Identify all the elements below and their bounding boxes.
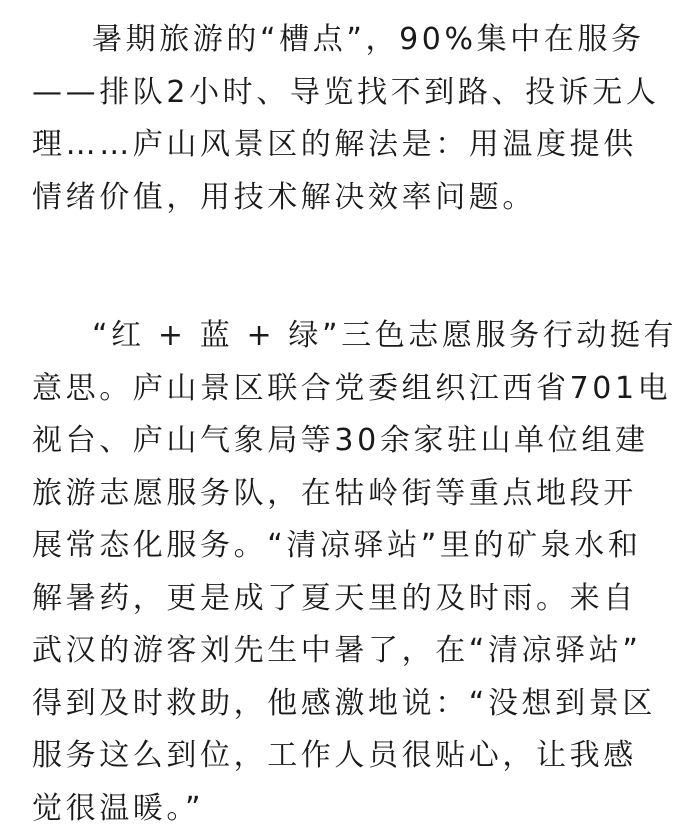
text-line: 觉很温暖。”	[32, 783, 608, 835]
text-line: “红 + 蓝 + 绿”三色志愿服务行动挺有	[32, 310, 608, 363]
text-line: 视台、庐山气象局等30余家驻山单位组建	[32, 415, 608, 468]
paragraph-2	[32, 310, 608, 835]
text-line: 情绪价值，用技术解决效率问题。	[32, 172, 608, 225]
paragraph-1	[32, 14, 608, 224]
text-line: 展常态化服务。“清凉驿站”里的矿泉水和	[32, 520, 608, 573]
paragraph-spacer	[32, 224, 608, 310]
text-line: 理……庐山风景区的解法是：用温度提供	[32, 119, 608, 172]
text-line: 旅游志愿服务队，在牯岭街等重点地段开	[32, 468, 608, 521]
text-line: 暑期旅游的“槽点”，90%集中在服务	[32, 14, 608, 67]
text-line: 武汉的游客刘先生中暑了，在“清凉驿站”	[32, 625, 608, 678]
text-line: 服务这么到位，工作人员很贴心，让我感	[32, 730, 608, 783]
text-line: 得到及时救助，他感激地说：“没想到景区	[32, 678, 608, 731]
article-body	[32, 14, 608, 835]
text-line: ——排队2小时、导览找不到路、投诉无人	[32, 67, 608, 120]
text-line: 意思。庐山景区联合党委组织江西省701电	[32, 363, 608, 416]
text-line: 解暑药，更是成了夏天里的及时雨。来自	[32, 573, 608, 626]
